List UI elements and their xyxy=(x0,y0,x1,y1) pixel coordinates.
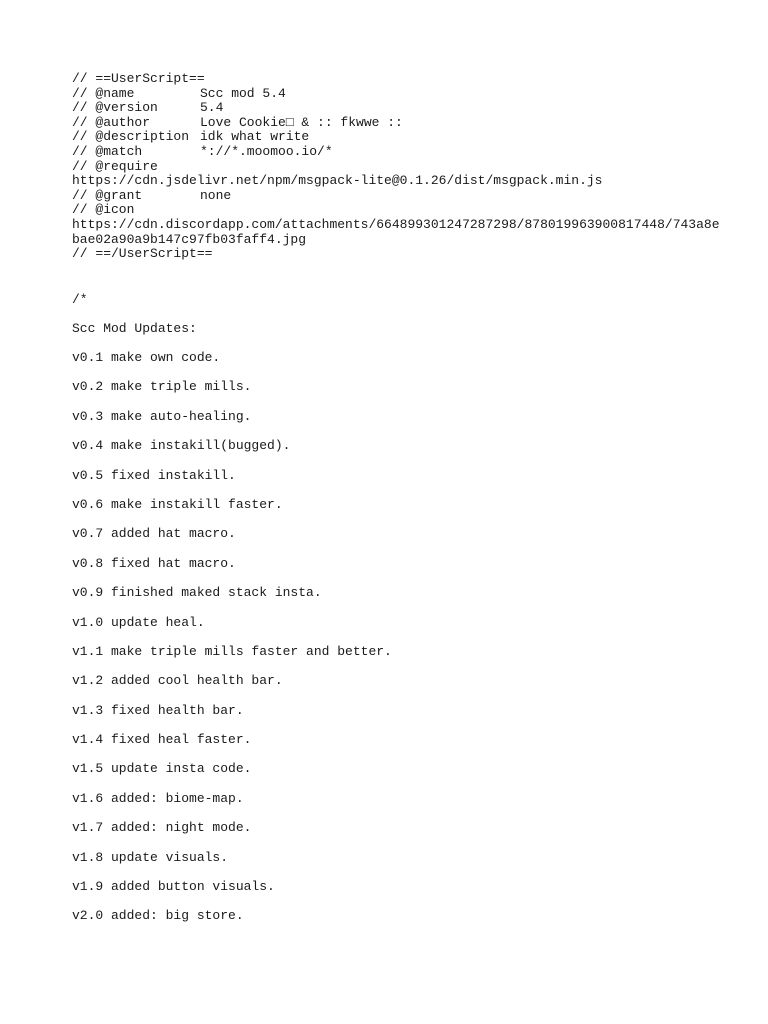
header-line xyxy=(72,174,732,189)
header-key: // @grant xyxy=(72,187,143,203)
update-item: v0.9 finished maked stack insta. xyxy=(72,585,322,601)
userscript-header xyxy=(72,72,732,262)
header-key: // @description xyxy=(72,129,190,145)
update-item: v1.1 make triple mills faster and better. xyxy=(72,643,392,659)
update-item: v0.6 make instakill faster. xyxy=(72,496,283,512)
update-item: v0.7 added hat macro. xyxy=(72,526,236,542)
update-item: v1.4 fixed heal faster. xyxy=(72,732,252,748)
header-line xyxy=(72,203,732,218)
header-key: // @author xyxy=(72,114,151,130)
updates-list xyxy=(72,351,392,939)
update-item: v0.3 make auto-healing. xyxy=(72,408,252,424)
header-line xyxy=(72,130,732,145)
header-line xyxy=(72,87,732,102)
update-item: v1.2 added cool health bar. xyxy=(72,673,283,689)
header-line xyxy=(72,160,732,175)
header-key: // @version xyxy=(72,100,158,116)
header-key: // ==UserScript== xyxy=(72,71,205,86)
update-item: v0.1 make own code. xyxy=(72,350,221,365)
header-value: idk what write xyxy=(200,129,310,145)
updates-title: Scc Mod Updates: xyxy=(72,321,197,336)
update-item: v0.2 make triple mills. xyxy=(72,379,252,395)
header-key: // ==/UserScript== xyxy=(72,246,213,262)
header-key: // @require xyxy=(72,158,158,174)
update-item: v1.6 added: biome-map. xyxy=(72,790,244,806)
document-page xyxy=(72,71,732,924)
update-item: v1.0 update heal. xyxy=(72,614,205,630)
icon-url-continued: bae02a90a9b147c97fb03faff4.jpg xyxy=(72,231,307,247)
header-line xyxy=(72,247,732,262)
header-value: Scc mod 5.4 xyxy=(200,85,286,101)
header-value: Love Cookie□ & :: fkwwe :: xyxy=(200,114,403,130)
header-key: // @match xyxy=(72,143,143,159)
update-item: v2.0 added: big store. xyxy=(72,908,244,924)
header-line xyxy=(72,116,732,131)
header-key: // @name xyxy=(72,85,135,101)
comment-open: /* xyxy=(72,292,88,307)
update-item: v1.8 update visuals. xyxy=(72,849,229,865)
header-key: // @icon xyxy=(72,202,135,218)
require-url: https://cdn.jsdelivr.net/npm/msgpack-lite@0.1.26/dist/msgpack.min.js xyxy=(72,173,603,189)
header-line xyxy=(72,189,732,204)
update-item: v0.5 fixed instakill. xyxy=(72,467,236,483)
update-item: v1.9 added button visuals. xyxy=(72,879,275,895)
header-value: none xyxy=(200,187,232,203)
update-item: v1.3 fixed health bar. xyxy=(72,702,244,718)
header-line xyxy=(72,101,732,116)
update-item: v1.5 update insta code. xyxy=(72,761,252,777)
update-item: v0.4 make instakill(bugged). xyxy=(72,438,291,454)
header-line xyxy=(72,72,732,87)
header-line xyxy=(72,145,732,160)
update-item: v0.8 fixed hat macro. xyxy=(72,555,236,571)
header-line xyxy=(72,218,732,233)
header-line xyxy=(72,233,732,248)
header-value: *://*.moomoo.io/* xyxy=(200,143,333,159)
header-value: 5.4 xyxy=(200,100,224,116)
icon-url: https://cdn.discordapp.com/attachments/664899301247287298/878019963900817448/743a8e xyxy=(72,216,720,232)
update-item: v1.7 added: night mode. xyxy=(72,820,252,836)
